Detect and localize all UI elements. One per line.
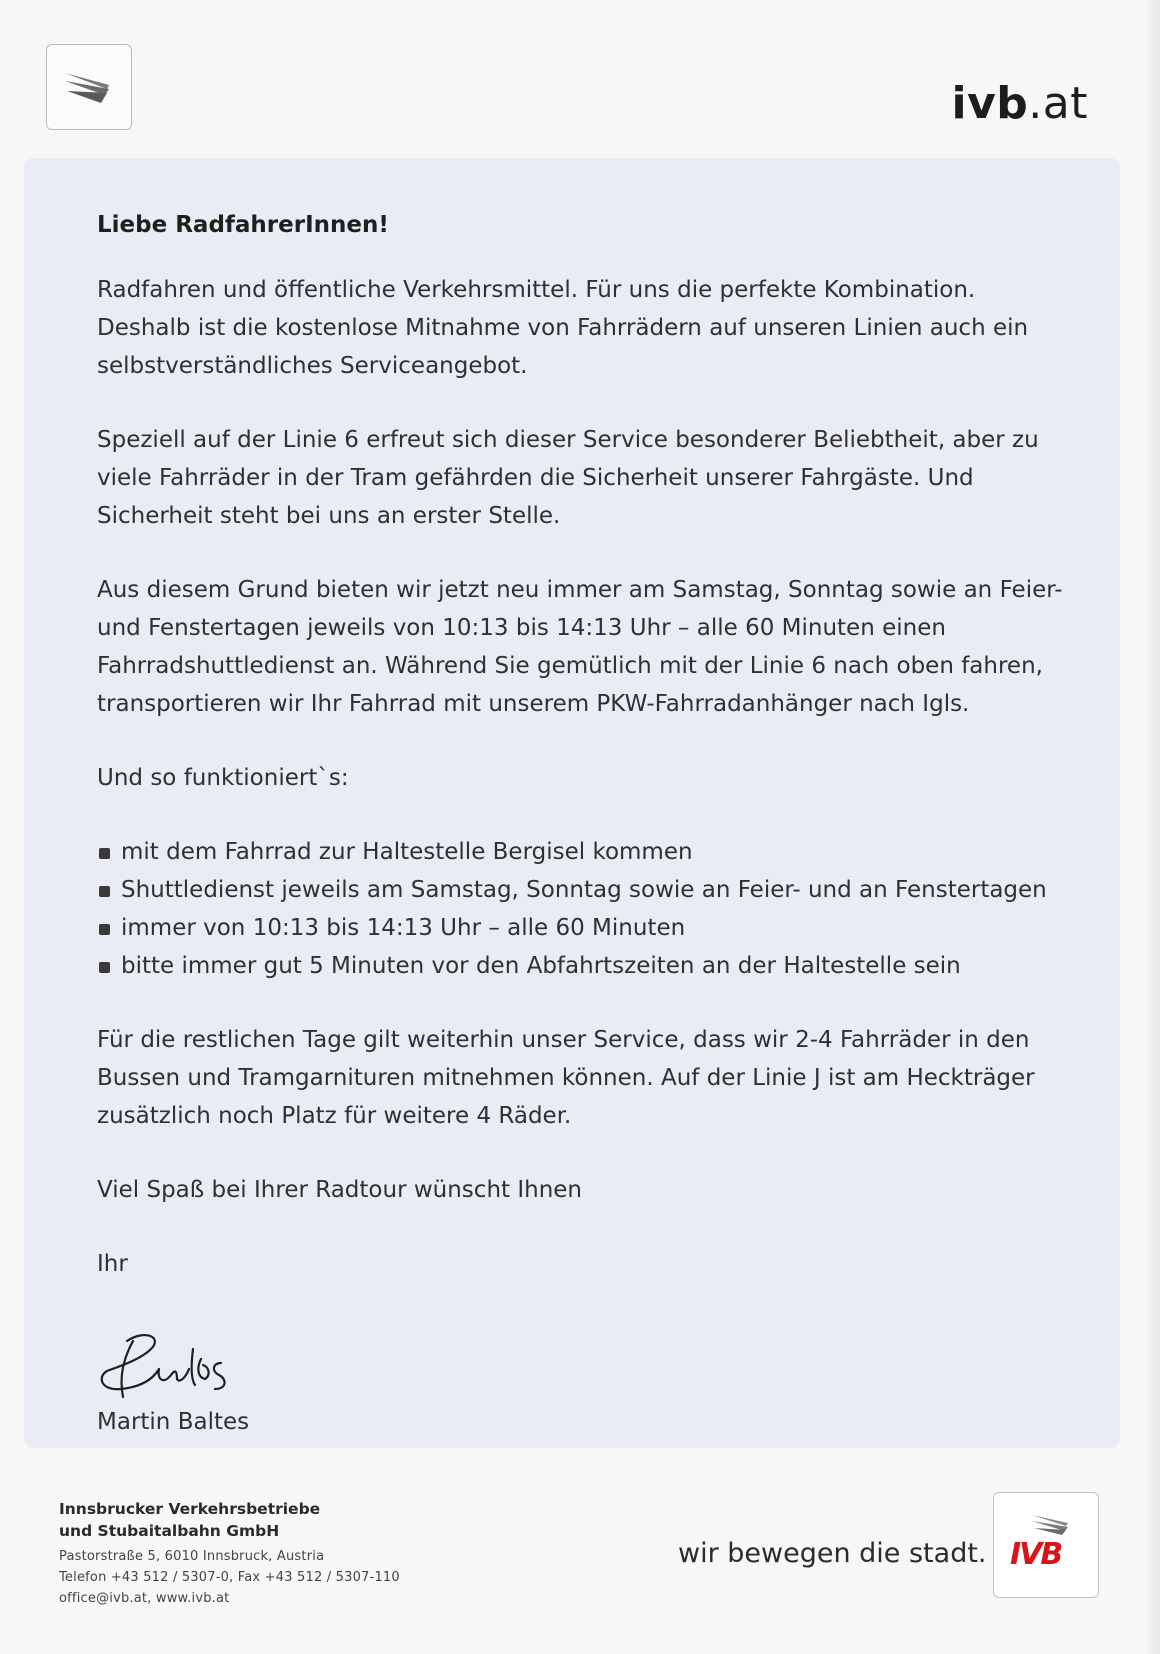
list-intro: Und so funktioniert`s:: [97, 765, 349, 791]
paragraph-shuttle: Aus diesem Grund bieten wir jetzt neu immer am Samstag, Sonntag sowie an Feier- und Fenstertagen jeweils von 10:13 bis 14:13 Uhr – alle 60 Minuten einen Fahrradshuttledienst an. Während Sie gemütlich mit der Linie 6 nach oben fahren, transportieren wir Ihr Fahrrad mit unserem PKW-Fahrradanhänger nach Igls.: [97, 577, 1063, 717]
paragraph-intro: Radfahren und öffentliche Verkehrsmittel. Für uns die perfekte Kombination. Deshalb ist die kostenlose Mitnahme von Fahrrädern auf unseren Linien auch ein selbstverständliches Serviceangebot.: [97, 277, 1029, 379]
paragraph-other-days: Für die restlichen Tage gilt weiterhin unser Service, dass wir 2-4 Fahrräder in den Bussen und Tramgarnituren mitnehmen können. Auf der Linie J ist am Heckträger zusätzlich noch Platz für weitere 4 Räder.: [97, 1027, 1035, 1129]
company-line: Innsbrucker Verkehrsbetriebe: [59, 1500, 321, 1518]
footer-phone: Telefon +43 512 / 5307-0, Fax +43 512 / 5307-110: [59, 1570, 400, 1585]
list-item: mit dem Fahrrad zur Haltestelle Bergisel kommen: [97, 833, 1067, 871]
handwritten-signature: [93, 1319, 273, 1409]
ivb-swoosh-icon: [46, 44, 132, 130]
ivb-logo: [993, 1492, 1099, 1598]
footer-address: Pastorstraße 5, 6010 Innsbruck, Austria: [59, 1549, 325, 1564]
ivb-logo-text: IVB: [1010, 1537, 1062, 1572]
list-item: Shuttledienst jeweils am Samstag, Sonntag sowie an Feier- und an Fenstertagen: [97, 871, 1067, 909]
company-line: und Stubaitalbahn GmbH: [59, 1522, 280, 1540]
letter-body: [97, 206, 1067, 1477]
signer-name: Martin Baltes: [97, 1409, 250, 1435]
footer-company-name: [59, 1498, 320, 1542]
paper-edge: [1148, 0, 1160, 1654]
salutation: Liebe RadfahrerInnen!: [97, 212, 389, 238]
website-domain: [952, 78, 1088, 129]
paragraph-safety: Speziell auf der Linie 6 erfreut sich dieser Service besonderer Beliebtheit, aber zu viele Fahrräder in der Tram gefährden die Sicherheit unserer Fahrgäste. Und Sicherheit steht bei uns an erster Stelle.: [97, 427, 1039, 529]
closing-line: Viel Spaß bei Ihrer Radtour wünscht Ihnen: [97, 1177, 583, 1203]
list-item: bitte immer gut 5 Minuten vor den Abfahrtszeiten an der Haltestelle sein: [97, 947, 1067, 985]
footer-contact: office@ivb.at, www.ivb.at: [59, 1591, 230, 1606]
domain-suffix: .at: [1028, 78, 1088, 129]
steps-list: [97, 833, 1067, 985]
slogan: wir bewegen die stadt.: [678, 1538, 987, 1569]
footer-address-block: [59, 1546, 400, 1609]
list-item: immer von 10:13 bis 14:13 Uhr – alle 60 Minuten: [97, 909, 1067, 947]
domain-bold-part: ivb: [951, 78, 1029, 129]
closing-ihr: Ihr: [97, 1251, 128, 1277]
